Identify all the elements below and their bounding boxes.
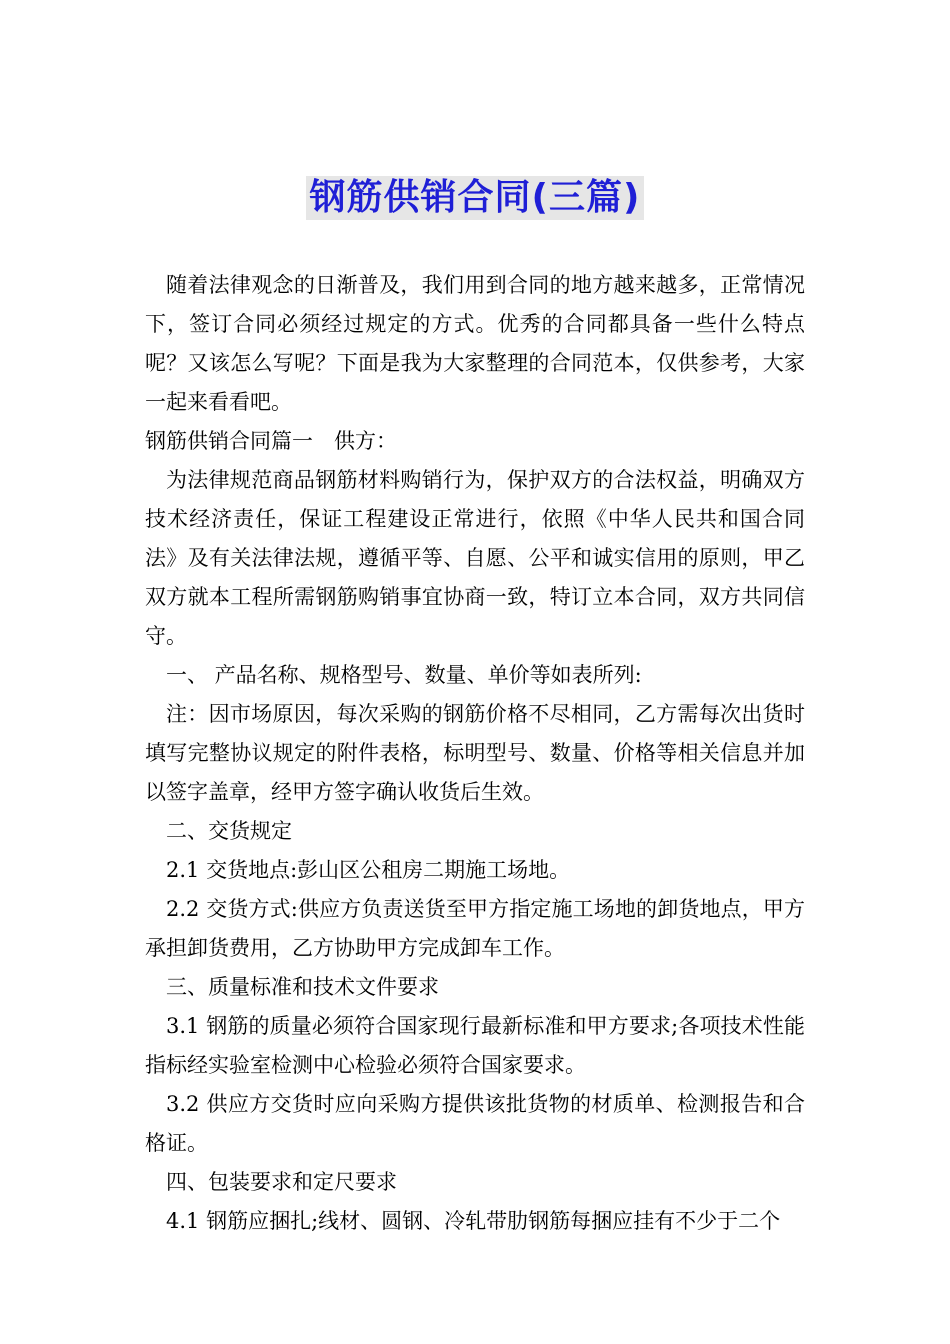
section-4-heading: 四、包装要求和定尺要求 [166,1170,397,1194]
title-container [0,176,950,220]
section-3-heading: 三、质量标准和技术文件要求 [166,975,439,999]
part-heading: 钢筋供销合同篇一 供方： [145,429,397,453]
clause-4-1: 4.1 钢筋应捆扎;线材、圆钢、冷轧带肋钢筋每捆应挂有不少于二个 [166,1209,781,1233]
clause-3-1: 3.1 钢筋的质量必须符合国家现行最新标准和甲方要求;各项技术性能指标经实验室检测中心检验必须符合国家要求。 [145,1014,805,1077]
clause-3-2: 3.2 供应方交货时应向采购方提供该批货物的材质单、检测报告和合格证。 [145,1092,805,1155]
intro-paragraph: 随着法律观念的日渐普及，我们用到合同的地方越来越多，正常情况下，签订合同必须经过规定的方式。优秀的合同都具备一些什么特点呢？又该怎么写呢？下面是我为大家整理的合同范本，仅供参考，大家一起来看看吧。 [145,273,805,414]
clause-2-1: 2.1 交货地点:彭山区公租房二期施工场地。 [166,858,571,882]
document-title: 钢筋供销合同(三篇) [306,176,645,220]
document-body [145,266,805,1241]
section-1-heading: 一、 产品名称、规格型号、数量、单价等如表所列: [166,663,642,687]
purpose-paragraph: 为法律规范商品钢筋材料购销行为，保护双方的合法权益，明确双方技术经济责任，保证工程建设正常进行，依照《中华人民共和国合同法》及有关法律法规，遵循平等、自愿、公平和诚实信用的原则，甲乙双方就本工程所需钢筋购销事宜协商一致，特订立本合同，双方共同信守。 [145,468,805,648]
note-paragraph: 注：因市场原因，每次采购的钢筋价格不尽相同，乙方需每次出货时填写完整协议规定的附件表格，标明型号、数量、价格等相关信息并加以签字盖章，经甲方签字确认收货后生效。 [145,702,805,804]
section-2-heading: 二、交货规定 [166,819,292,843]
clause-2-2: 2.2 交货方式:供应方负责送货至甲方指定施工场地的卸货地点，甲方承担卸货费用，乙方协助甲方完成卸车工作。 [145,897,805,960]
